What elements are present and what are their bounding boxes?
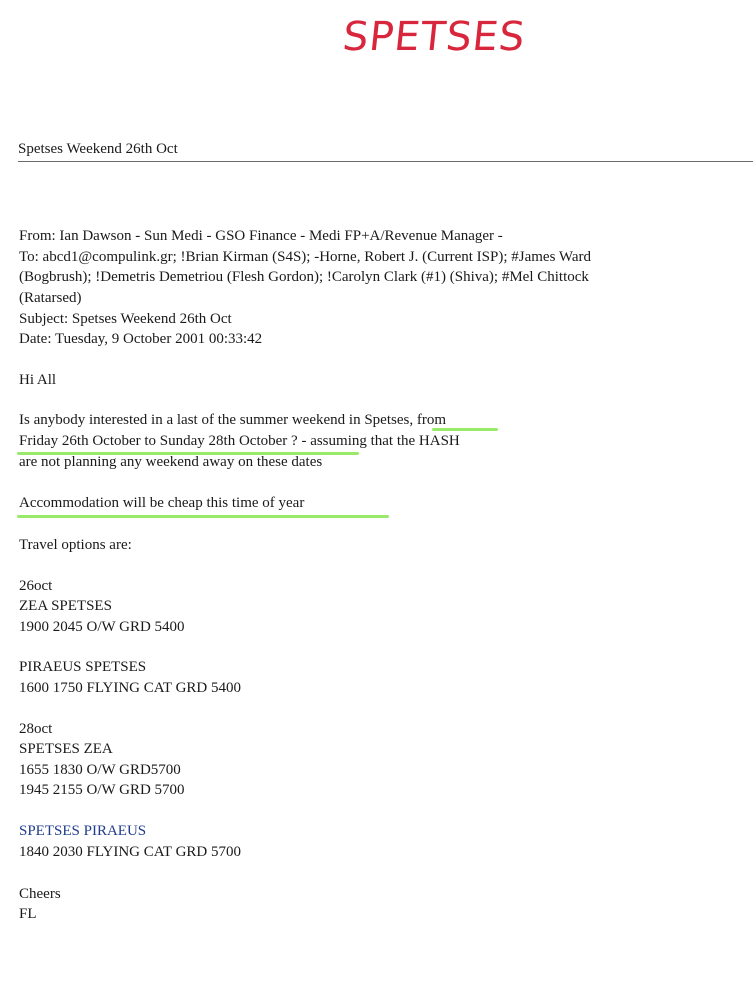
- travel-intro: Travel options are:: [19, 537, 132, 553]
- signature: FL: [19, 906, 37, 922]
- greeting: Hi All: [19, 372, 57, 388]
- accommodation-line: Accommodation will be cheap this time of year: [19, 495, 305, 511]
- route-spetses-piraeus-times: 1840 2030 FLYING CAT GRD 5700: [19, 844, 241, 860]
- route-zea-spetses-times: 1900 2045 O/W GRD 5400: [19, 619, 185, 635]
- route-spetses-zea-times-a: 1655 1830 O/W GRD5700: [19, 762, 181, 778]
- email-heading: Spetses Weekend 26th Oct: [18, 141, 178, 157]
- signoff: Cheers: [19, 886, 61, 902]
- para1-line2: Friday 26th October to Sunday 28th October ? - assuming that the HASH: [19, 433, 460, 449]
- para1-line1: Is anybody interested in a last of the summer weekend in Spetses, from: [19, 412, 446, 428]
- route-piraeus-spetses-times: 1600 1750 FLYING CAT GRD 5400: [19, 680, 241, 696]
- route-piraeus-spetses: PIRAEUS SPETSES: [19, 659, 147, 675]
- travel-date-2: 28oct: [19, 721, 53, 737]
- route-spetses-zea: SPETSES ZEA: [19, 741, 113, 757]
- subject-line: Subject: Spetses Weekend 26th Oct: [19, 311, 232, 327]
- heading-rule: [18, 161, 753, 162]
- route-zea-spetses: ZEA SPETSES: [19, 598, 112, 614]
- highlight-accommodation: [17, 515, 389, 518]
- route-spetses-zea-times-b: 1945 2155 O/W GRD 5700: [19, 782, 185, 798]
- travel-date-1: 26oct: [19, 578, 53, 594]
- to-line-3: (Ratarsed): [19, 290, 82, 306]
- to-line-1: To: abcd1@compulink.gr; !Brian Kirman (S4S); -Horne, Robert J. (Current ISP); #James Ward: [19, 249, 592, 265]
- route-spetses-piraeus: SPETSES PIRAEUS: [19, 823, 147, 839]
- from-line: From: Ian Dawson - Sun Medi - GSO Finance - Medi FP+A/Revenue Manager -: [19, 228, 503, 244]
- date-line: Date: Tuesday, 9 October 2001 00:33:42: [19, 331, 263, 347]
- to-line-2: (Bogbrush); !Demetris Demetriou (Flesh Gordon); !Carolyn Clark (#1) (Shiva); #Mel Chittock: [19, 269, 589, 285]
- para1-line3: are not planning any weekend away on these dates: [19, 454, 323, 470]
- handwritten-annotation: SPETSES: [340, 14, 528, 60]
